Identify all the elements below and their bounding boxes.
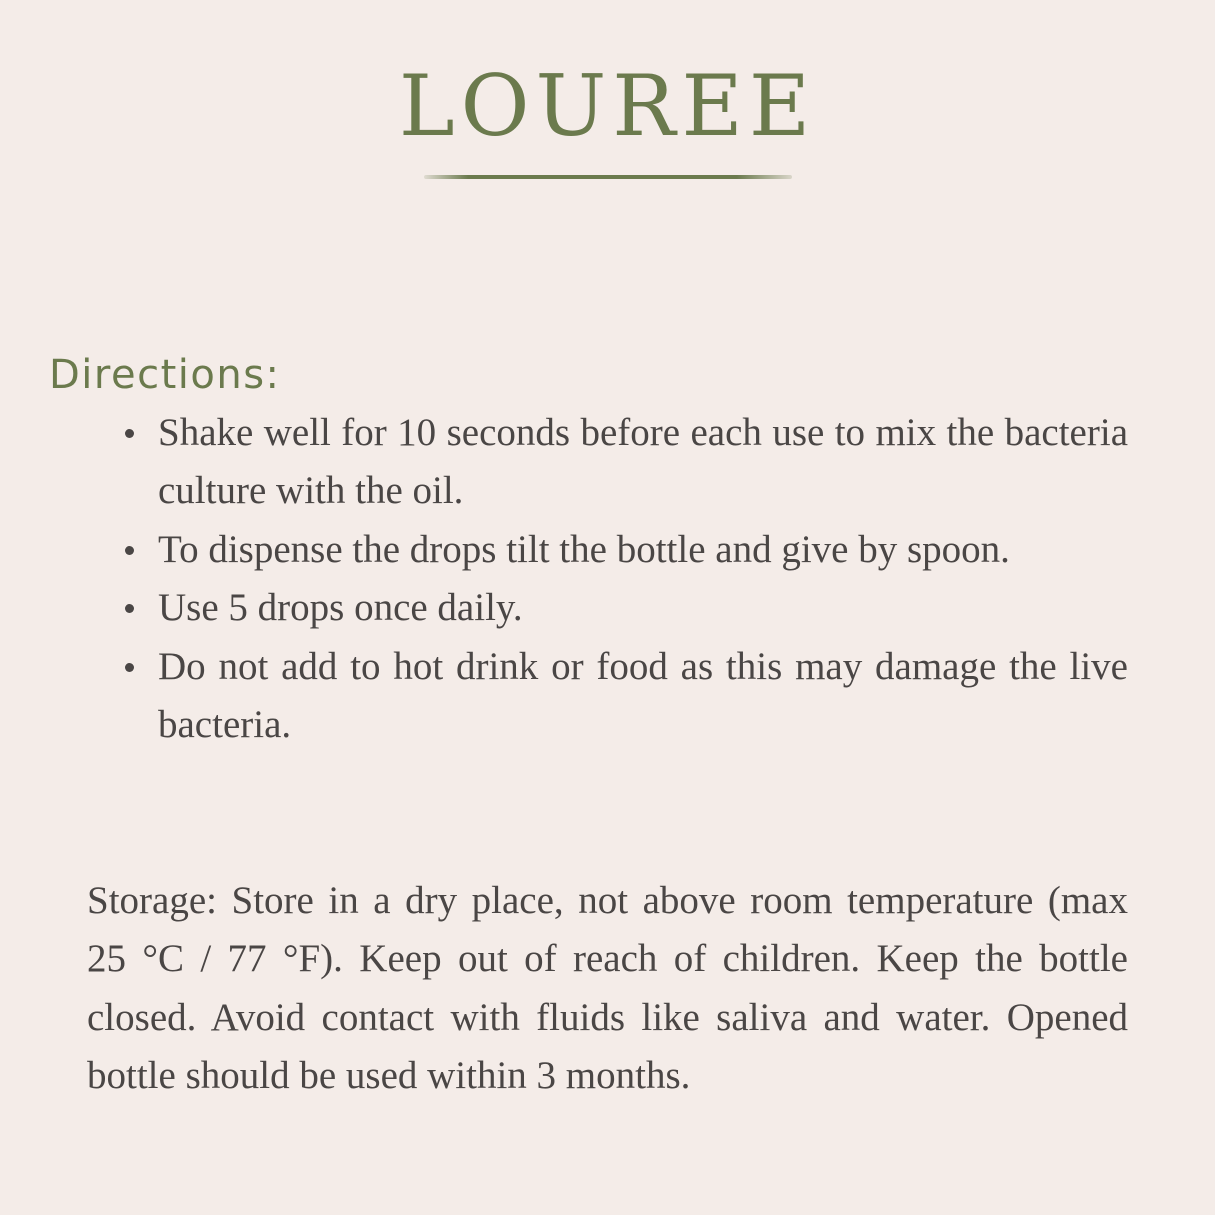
directions-heading: Directions: [49, 352, 281, 399]
list-item-text: Shake well for 10 seconds before each use to mix the bacteria culture with the oil. [158, 411, 1128, 513]
bullet-icon [125, 546, 134, 555]
list-item-text: Use 5 drops once daily. [158, 586, 523, 630]
bullet-icon [125, 604, 134, 613]
list-item [158, 521, 1128, 579]
list-item [158, 579, 1128, 637]
bullet-icon [125, 429, 134, 438]
logo-container [0, 57, 1215, 155]
brand-logo: LOUREE [398, 57, 817, 155]
bullet-icon [125, 663, 134, 672]
storage-paragraph: Storage: Store in a dry place, not above room temperature (max 25 °C / 77 °F). Keep out of reach of children. Keep the bottle closed. Avoid contact with fluids like saliva and water. Opened bottle should be used within 3 months. [87, 879, 1128, 1098]
list-item [158, 638, 1128, 755]
directions-list [158, 404, 1128, 754]
list-item-text: To dispense the drops tilt the bottle and give by spoon. [158, 527, 1010, 571]
logo-underline [424, 175, 792, 179]
list-item [158, 404, 1128, 521]
list-item-text: Do not add to hot drink or food as this may damage the live bacteria. [158, 644, 1128, 747]
